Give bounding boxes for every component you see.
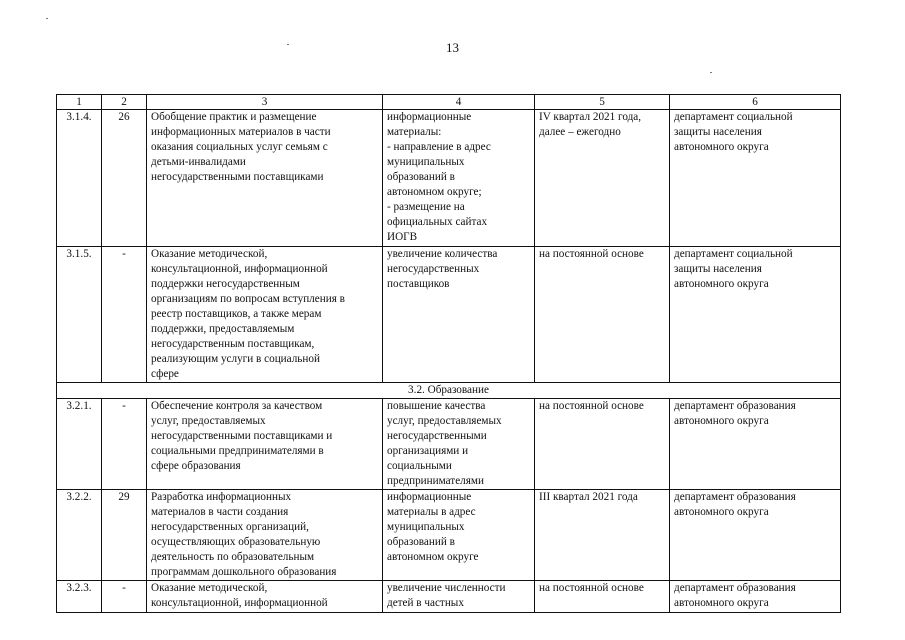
item-number: 3.2.1. [57,399,102,490]
table-row [57,581,841,613]
header-cell: 4 [383,95,535,110]
header-cell: 3 [147,95,383,110]
event-cell [147,110,383,247]
result-cell [383,581,535,613]
deadline-text: на постоянной основе [539,400,644,412]
responsible-text: департамент образования автономного округа [674,582,796,609]
responsible-cell [670,110,841,247]
event-text: Оказание методической, консультационной, информационной поддержки негосударственным организациям по вопросам вступления в реестр поставщиков, а также мерам поддержки, предоставляемым негосударственным поставщикам, реализующим услуги в социальной сфере [151,248,345,380]
table-row [57,490,841,581]
result-cell [383,399,535,490]
responsible-text: департамент образования автономного округа [674,491,796,518]
event-text: Обобщение практик и размещение информационных материалов в части оказания социальных услуг семьям с детьми-инвалидами негосударственными поставщиками [151,111,331,183]
table-row [57,247,841,383]
result-text: увеличение количества негосударственных поставщиков [387,248,498,290]
event-cell [147,247,383,383]
header-cell: 5 [535,95,670,110]
deadline-cell [535,581,670,613]
item-number: 3.1.4. [57,110,102,247]
deadline-cell [535,110,670,247]
deadline-cell [535,490,670,581]
section-row [57,383,841,399]
responsible-cell [670,247,841,383]
event-cell [147,399,383,490]
result-text: информационные материалы: - направление в адрес муниципальных образований в автономном округе; - размещение на официальных сайтах ИОГВ [387,111,491,243]
header-cell: 6 [670,95,841,110]
item-number: 3.2.3. [57,581,102,613]
deadline-cell [535,399,670,490]
item-number: 3.1.5. [57,247,102,383]
page-number: 13 [446,40,459,55]
responsible-cell [670,581,841,613]
header-cell: 2 [102,95,147,110]
deadline-text: IV квартал 2021 года, далее – ежегодно [539,111,642,138]
plan-table [56,94,841,613]
scan-speck [46,18,48,19]
responsible-cell [670,490,841,581]
responsible-cell [670,399,841,490]
event-text: Разработка информационных материалов в части создания негосударственных организаций, осуществляющих образовательную деятельность по образовательным программам дошкольного образования [151,491,337,578]
item-reference: 29 [102,490,147,581]
responsible-text: департамент социальной защиты населения автономного округа [674,111,793,153]
item-reference: - [102,399,147,490]
item-number: 3.2.2. [57,490,102,581]
responsible-text: департамент образования автономного округа [674,400,796,427]
result-text: увеличение численности детей в частных [387,582,506,609]
result-text: информационные материалы в адрес муниципальных образований в автономном округе [387,491,479,563]
item-reference: - [102,581,147,613]
result-cell [383,247,535,383]
result-text: повышение качества услуг, предоставляемых негосударственными организациями и социальными предпринимателями [387,400,502,487]
table-row [57,110,841,247]
event-cell [147,581,383,613]
item-reference: - [102,247,147,383]
header-cell: 1 [57,95,102,110]
event-text: Обеспечение контроля за качеством услуг, предоставляемых негосударственными поставщиками и социальными предпринимателями в сфере образования [151,400,333,472]
result-cell [383,110,535,247]
deadline-text: на постоянной основе [539,248,644,260]
deadline-cell [535,247,670,383]
item-reference: 26 [102,110,147,247]
deadline-text: на постоянной основе [539,582,644,594]
deadline-text: III квартал 2021 года [539,491,638,503]
event-text: Оказание методической, консультационной, информационной [151,582,328,609]
result-cell [383,490,535,581]
scan-speck [710,72,712,73]
responsible-text: департамент социальной защиты населения автономного округа [674,248,793,290]
table-row [57,399,841,490]
event-cell [147,490,383,581]
header-row [57,95,841,110]
scan-speck [287,44,289,45]
section-heading: 3.2. Образование [57,383,841,399]
